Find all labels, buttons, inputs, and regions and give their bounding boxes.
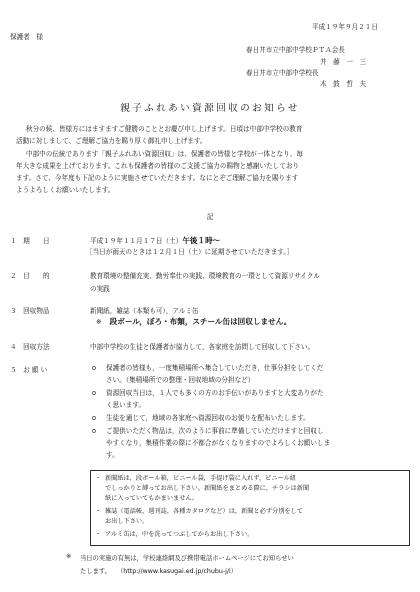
addressee: 保護者 様	[10, 33, 43, 41]
purpose-line: 教育環境の整備充実、勤労奉仕の実践、環境教育の一環として資源リサイクル	[90, 272, 320, 280]
ki-heading: 記	[206, 213, 214, 221]
box-line: 雑誌（電話帳，週刊誌，各種カタログなど）は，新聞と必ず分別をして	[105, 508, 303, 515]
footer-line-end: たします。	[80, 568, 111, 575]
start-time: 午後１時〜	[182, 236, 221, 245]
date-value	[90, 235, 220, 246]
request-line: さい。（集積場所での整理・回収地域の分担など）	[106, 376, 255, 384]
bullet-mark: o	[92, 389, 97, 397]
purpose-line: の実践	[90, 285, 110, 293]
goods-value: 新聞紙，雑誌（本類も可），アルミ缶	[90, 307, 199, 315]
footer-line: 当日の実施の有無は，学校連絡網及び携帯電話ホームページにてお知らせい	[80, 555, 294, 562]
principal-name: 木 鼓 哲 夫	[320, 80, 367, 88]
box-bullet-mark: ・	[95, 508, 102, 515]
box-bullet-mark: ・	[95, 531, 102, 538]
bullet-mark: o	[92, 427, 97, 435]
request-line: く思います。	[106, 401, 146, 409]
date-label: １ 期 日	[10, 237, 50, 245]
rain-note: ［当日が雨天のときは１２月１日（土）に延期させていただきます。］	[86, 248, 294, 256]
bullet-mark: o	[92, 414, 97, 422]
method-value: 中部中学校の生徒と保護者が協力して，各家庭を訪問して回収して下さい。	[90, 343, 315, 351]
intro-line: 年大きな成果を上げております。これも保護者の皆様のご支援ご協力の賜物と感謝いたしており	[16, 162, 300, 170]
box-line: 新聞紙は，段ボール箱，ビニール袋，手提げ袋に入れず，ビニール紐	[105, 475, 296, 482]
school-mobile-url[interactable]: （http://www.kasugai.ed.jp/chubu-j/i）	[117, 568, 238, 575]
request-line: やすくなり，集積作業の際に不都合がなくなりますのでよろしくお願いしま	[106, 439, 331, 447]
box-line: でしっかりと縛ってお出し下さい。新聞紙をまとめる際に，チラシは新聞	[105, 485, 310, 492]
notice-title: 親子ふれあい資源回収のお知らせ	[120, 103, 300, 114]
box-line: お出し下さい。	[105, 518, 149, 525]
bullet-mark: o	[92, 364, 97, 372]
intro-line: ます。さて、今年度も下記のように実施させていただきます。なにとぞご理解ご協力を賜ります	[16, 174, 299, 182]
intro-line: ようよろしくお願いいたします。	[16, 186, 115, 194]
warning-mark: ※	[96, 318, 102, 326]
box-bullet-mark: ・	[95, 475, 102, 482]
warning-text: 段ボール，ぼろ・布類，スチール缶は回収しません。	[109, 317, 292, 326]
purpose-label: ２ 目 的	[10, 272, 50, 280]
method-label: ４ 回収方法	[10, 343, 50, 351]
principal-org: 春日井市立中部中学校長	[246, 69, 319, 77]
footer-line	[80, 566, 237, 575]
request-line: 資源回収当日は，１人でも多くの方のお手伝いがありますと大変ありがた	[106, 389, 324, 397]
footer-mark: ※	[66, 553, 72, 560]
goods-warning	[96, 318, 291, 327]
issue-date: 平成１９年９月２１日	[312, 23, 378, 31]
goods-label: ３ 回収物品	[10, 307, 50, 315]
preparation-box	[90, 470, 410, 546]
request-line: ご提供いただく物品は，次のように事前に準備していただけますと回収し	[106, 427, 324, 435]
date-value-main: 平成１９年１１月１７日（土）	[90, 237, 183, 245]
box-line: 紙に入っていてもかまいません。	[105, 495, 199, 502]
intro-line: 活動に対しまして、ご理解ご協力を賜り厚く御礼申し上げます。	[16, 137, 207, 145]
request-label: ５ お 願 い	[10, 366, 48, 374]
request-line: す。	[106, 451, 119, 459]
intro-line: 秋分の候、皆様方にはますますご健勝のこととお慶び申し上げます。日頃は中部中学校の教育	[26, 125, 303, 133]
intro-line: 中部中の伝統であります「親子ふれあい資源回収」は、保護者の皆様と学校が一体となり、毎	[26, 150, 303, 158]
pta-president-org: 春日井市立中部中学校ＰＴＡ会長	[246, 46, 345, 54]
box-line: アルミ缶は，中を洗ってつぶしてからお出し下さい。	[105, 531, 254, 538]
pta-president-name: 井 藤 一 三	[320, 58, 367, 66]
request-line: 生徒を通じて，地域の各家庭へ資源回収のお便りを配布いたします。	[106, 414, 310, 422]
request-line: 保護者の皆様も，一度集積場所へ集合していただき，仕事分担をしてくだ	[106, 364, 324, 372]
